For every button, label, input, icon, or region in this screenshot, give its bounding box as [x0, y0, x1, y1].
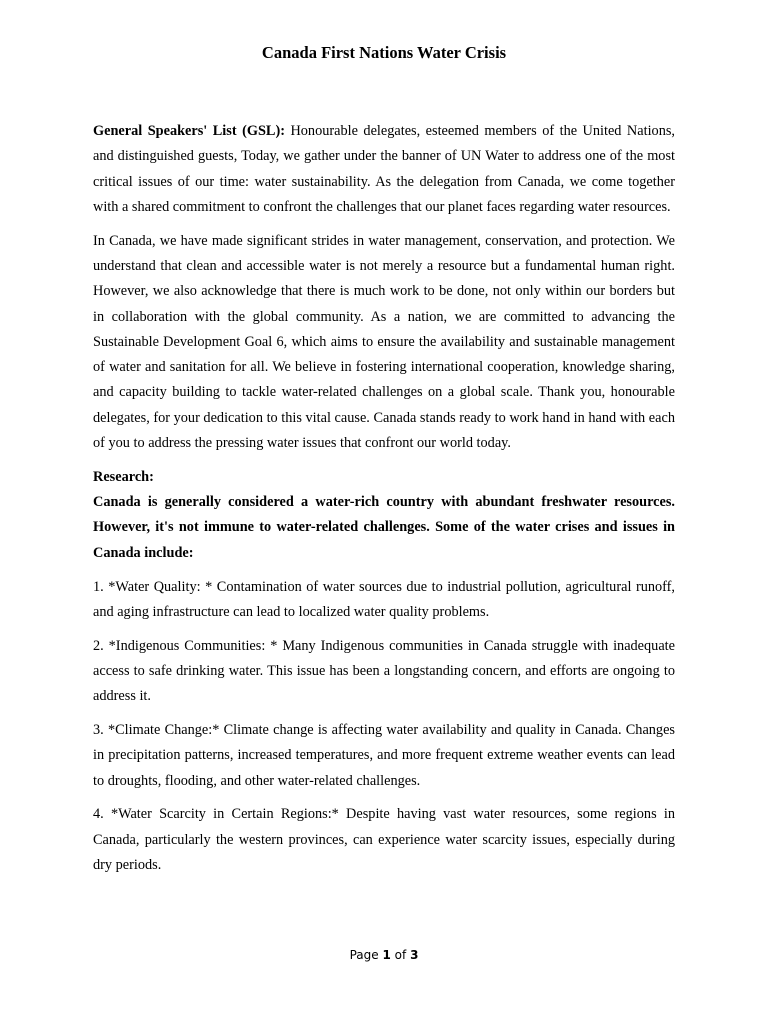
issue-item-climate-change: 3. *Climate Change:* Climate change is affecting water availability and quality in Canada. Changes in precipitation patterns, increased temperatures, and more frequent extreme weather events can lead to droughts, flooding, and other water-related challenges. — [93, 722, 675, 789]
issue-item-water-scarcity: 4. *Water Scarcity in Certain Regions:* Despite having vast water resources, some regions in Canada, particularly the western provinces, can experience water scarcity issues, especially during dry periods. — [93, 806, 675, 874]
document-title: Canada First Nations Water Crisis — [261, 43, 507, 62]
footer-of-word: of — [394, 948, 407, 962]
commitment-paragraph: In Canada, we have made significant strides in water management, conservation, and protection. We understand that clean and accessible water is not merely a resource but a fundamental human right. However, we also acknowledge that there is much work to be done, not only within our borders but in collaboration with the global community. As a nation, we are committed to advancing the Sustainable Development Goal 6, which aims to ensure the availability and sustainable management of water and sanitation for all. We believe in fostering international cooperation, knowledge sharing, and capacity building to tackle water-related challenges on a global scale. Thank you, honourable delegates, for your dedication to this vital cause. Canada stands ready to work hand in hand with each of you to address the pressing water issues that confront our world today. — [93, 232, 675, 452]
issue-item-indigenous-communities: 2. *Indigenous Communities: * Many Indigenous communities in Canada struggle with inadequate access to safe drinking water. This issue has been a longstanding concern, and efforts are ongoing to address it. — [93, 637, 675, 705]
gsl-text: Honourable delegates, esteemed members of the United Nations, and distinguished guests, Today, we gather under the banner of UN Water to address one of the most critical issues of our time: water sustainability. As the delegation from Canada, we come together with a shared commitment to confront the challenges that our planet faces regarding water resources. — [93, 123, 675, 215]
gsl-label: General Speakers' List (GSL): — [93, 123, 285, 139]
issue-item-water-quality: 1. *Water Quality: * Contamination of water sources due to industrial pollution, agricultural runoff, and aging infrastructure can lead to localized water quality problems. — [93, 578, 675, 620]
research-intro: Canada is generally considered a water-rich country with abundant freshwater resources. However, it's not immune to water-related challenges. Some of the water crises and issues in Canada include: — [93, 494, 675, 561]
gsl-paragraph — [93, 119, 675, 220]
research-heading: Research: — [93, 468, 154, 485]
footer-page-word: Page — [349, 948, 379, 962]
footer-total-pages: 3 — [410, 948, 419, 962]
footer-current-page: 1 — [382, 948, 391, 962]
page-number-footer — [0, 946, 768, 964]
document-body — [93, 119, 675, 887]
